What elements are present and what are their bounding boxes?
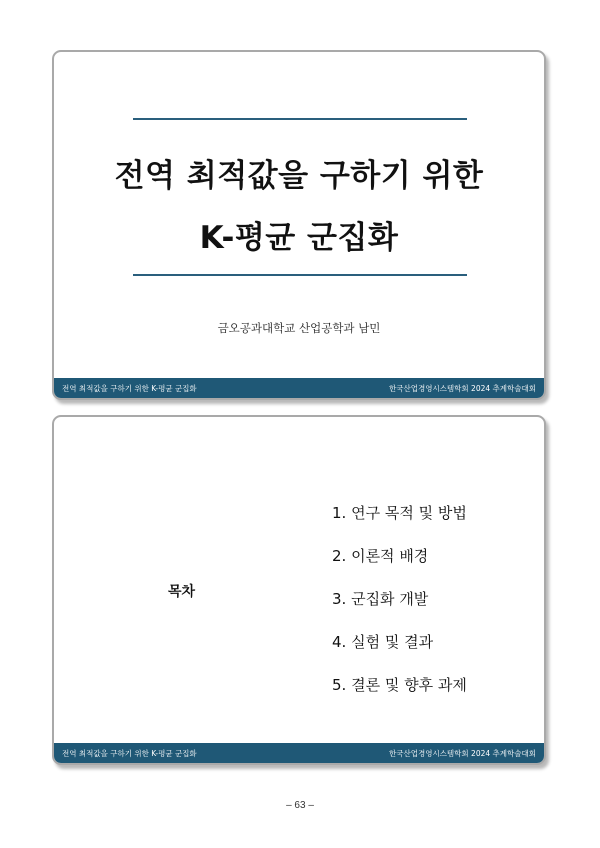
contents-slide bbox=[52, 415, 546, 765]
slide-title-line-1: 전역 최적값을 구하기 위한 bbox=[114, 158, 484, 194]
toc-item: 4. 실험 및 결과 bbox=[332, 633, 434, 651]
footer-right-text: 한국산업경영시스템학회 2024 추계학술대회 bbox=[388, 748, 536, 758]
slide-footer bbox=[54, 743, 544, 763]
footer-left-text: 전역 최적값을 구하기 위한 K-평균 군집화 bbox=[62, 748, 197, 758]
title-slide bbox=[52, 50, 546, 400]
toc-item: 1. 연구 목적 및 방법 bbox=[332, 504, 467, 522]
footer-right-text: 한국산업경영시스템학회 2024 추계학술대회 bbox=[388, 383, 536, 393]
top-divider bbox=[133, 118, 467, 120]
toc-item: 3. 군집화 개발 bbox=[332, 590, 429, 608]
slide-footer bbox=[54, 378, 544, 398]
bottom-divider bbox=[133, 274, 467, 276]
author-affiliation: 금오공과대학교 산업공학과 남민 bbox=[217, 321, 381, 335]
slide-title-line-2: K-평균 군집화 bbox=[199, 220, 399, 256]
toc-item: 2. 이론적 배경 bbox=[332, 547, 429, 565]
toc-item: 5. 결론 및 향후 과제 bbox=[332, 676, 467, 694]
footer-left-text: 전역 최적값을 구하기 위한 K-평균 군집화 bbox=[62, 383, 197, 393]
toc-list bbox=[332, 503, 467, 718]
toc-heading: 목차 bbox=[168, 584, 196, 600]
page-number: – 63 – bbox=[286, 800, 314, 811]
